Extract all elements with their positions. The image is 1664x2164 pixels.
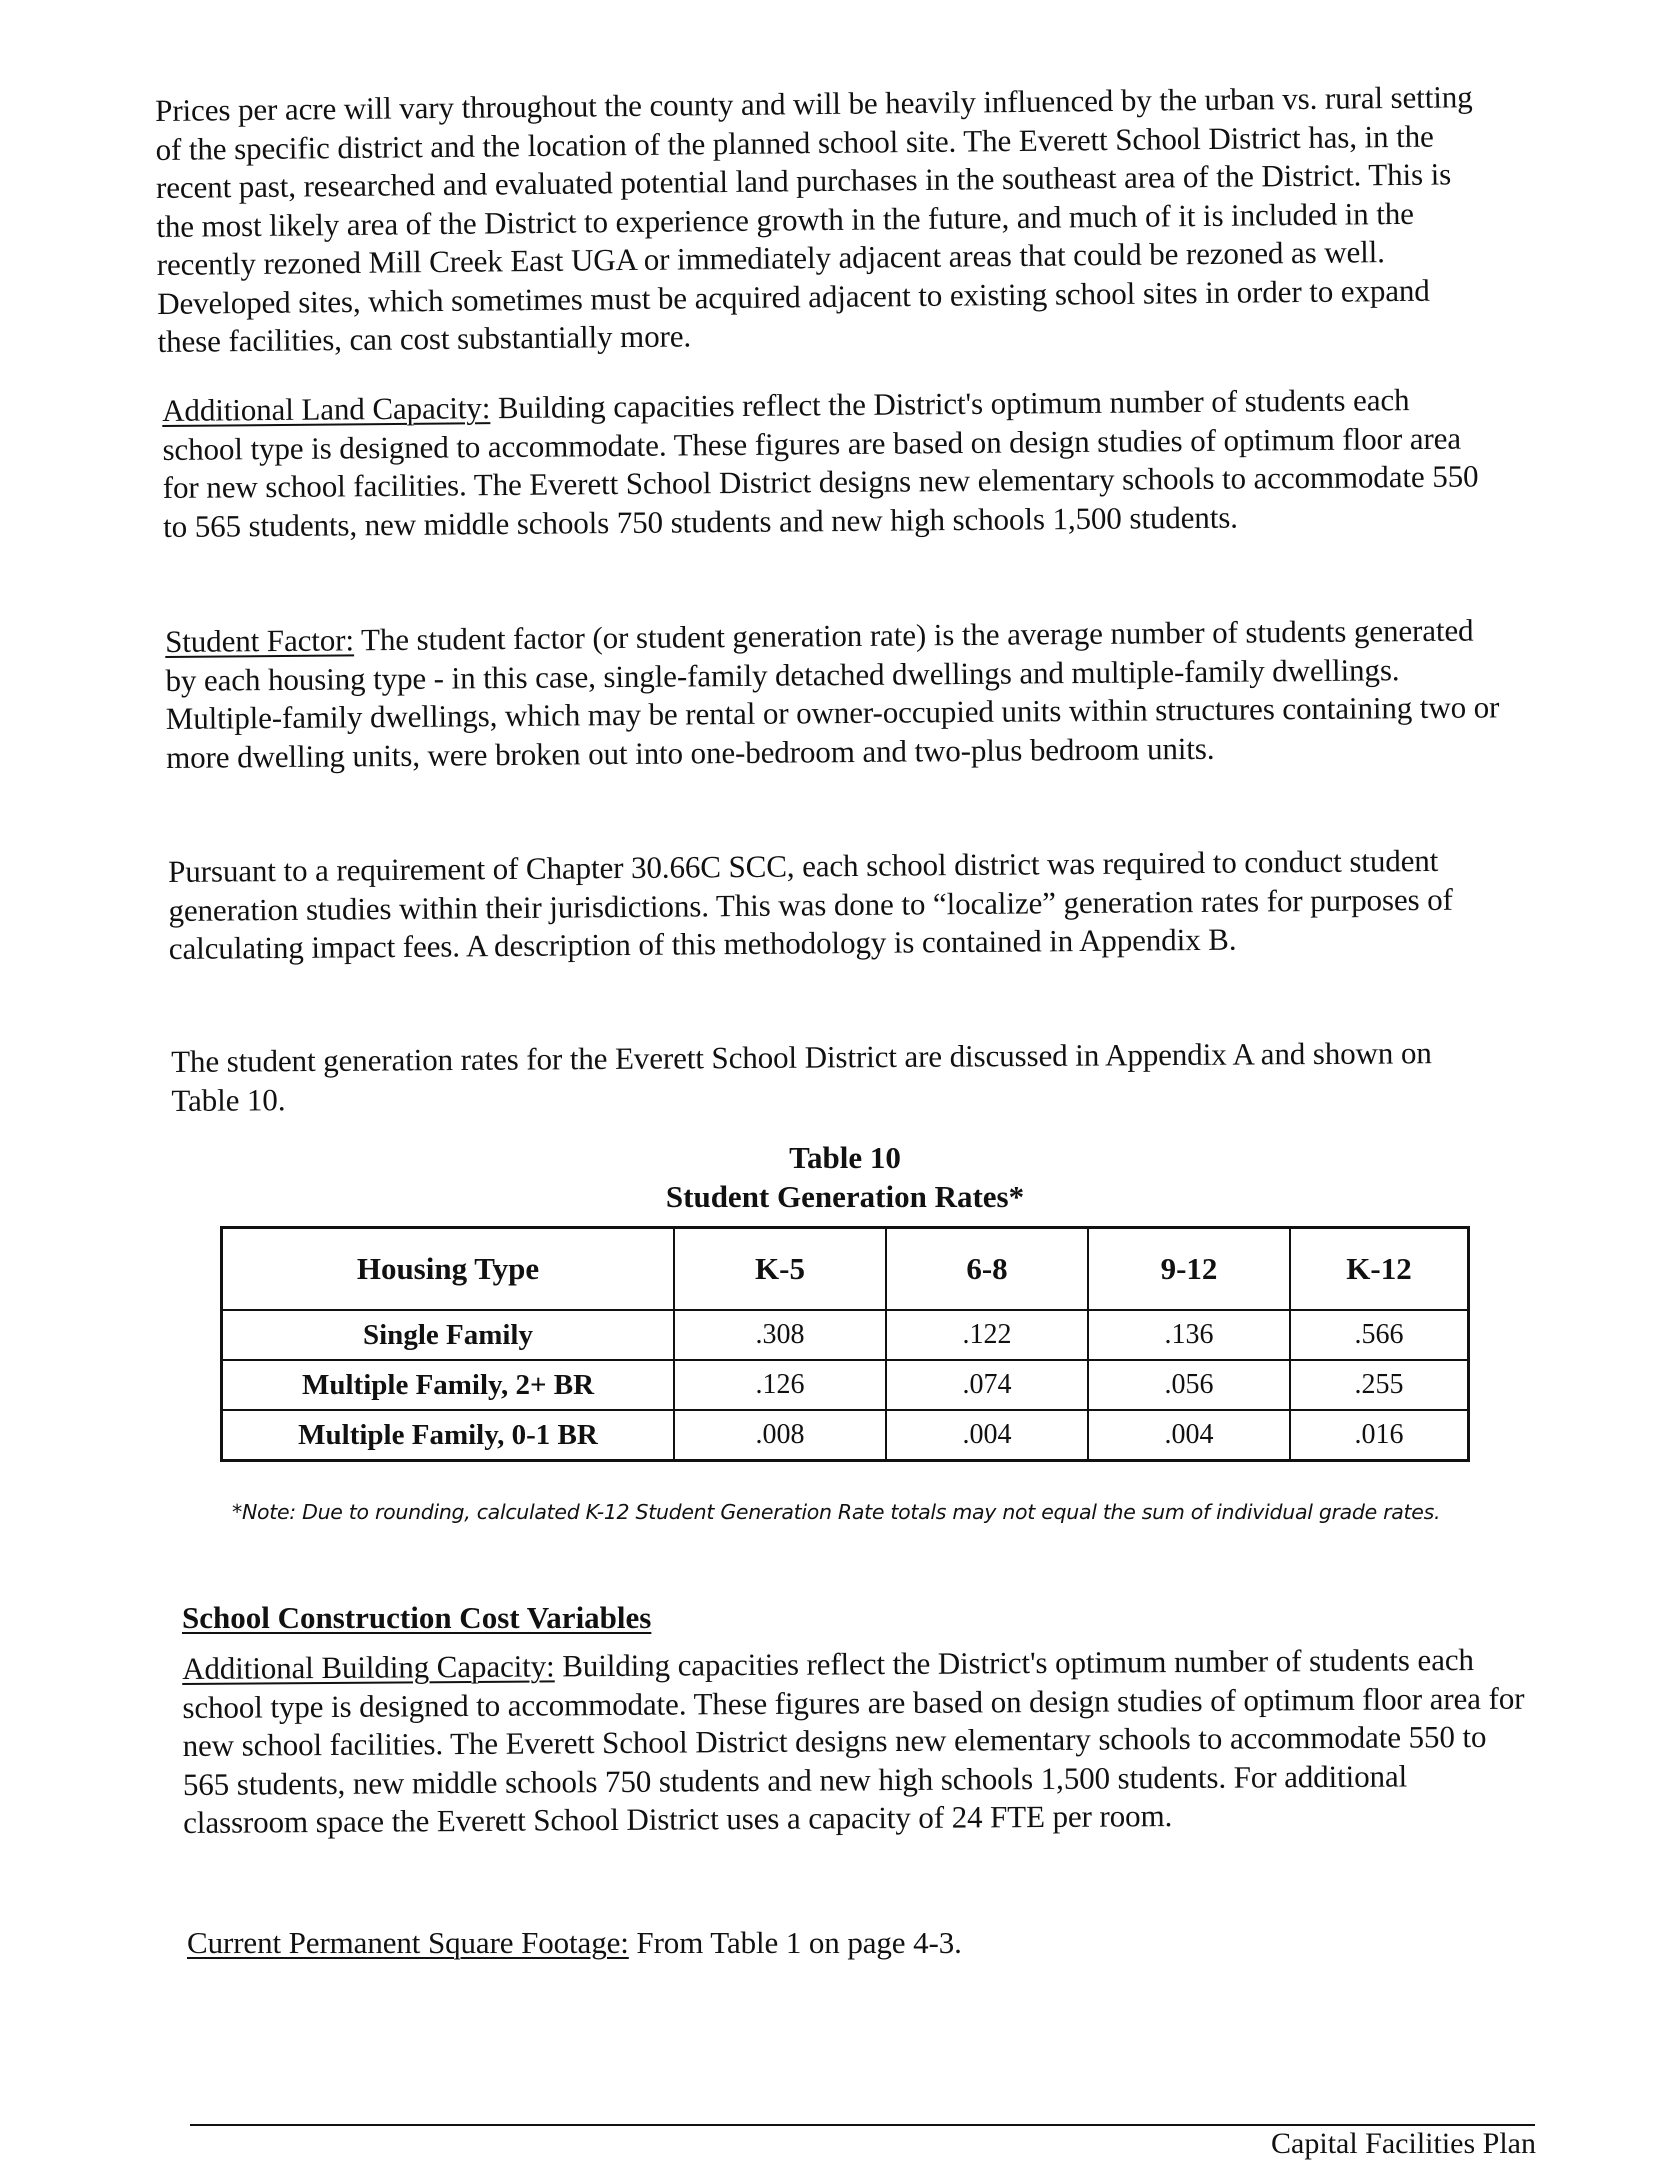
additional-land-capacity-text: Building capacities reflect the District's optimum number of students each school type is designed to accommodate. These figures are based on design studies of optimum floor area for new school facilities. The Everett School District designs new elementary schools to accommodate 550 to 565 students, new middle schools 750 students and new high schools 1,500 students. <box>162 382 1479 544</box>
header-9-12: 9-12 <box>1088 1228 1290 1311</box>
paragraph-additional-building-capacity <box>182 1641 1528 1843</box>
cell-9-12: .004 <box>1088 1410 1290 1461</box>
table-title: Table 10 <box>789 1140 901 1175</box>
paragraph-student-factor <box>165 611 1506 777</box>
row-housing-type: Single Family <box>222 1310 675 1360</box>
cell-6-8: .004 <box>886 1410 1088 1461</box>
table-note: *Note: Due to rounding, calculated K-12 Student Generation Rate totals may not equal the sum of individual grade rates. <box>232 1500 1441 1524</box>
cell-6-8: .074 <box>886 1360 1088 1410</box>
paragraph-rates-intro: The student generation rates for the Everett School District are discussed in Appendix A and shown on Table 10. <box>171 1035 1432 1118</box>
student-factor-text: The student factor (or student generation rate) is the average number of students generated by each housing type - in this case, single-family detached dwellings and multiple-family dwellings. Multiple-family dwellings, which may be rental or owner-occupied units within structures containing two or more dwelling units, were broken out into one-bedroom and two-plus bedroom units. <box>165 612 1500 775</box>
student-factor-label: Student Factor: <box>165 622 355 659</box>
header-k12: K-12 <box>1290 1228 1469 1311</box>
cell-k5: .126 <box>674 1360 886 1410</box>
header-housing-type: Housing Type <box>222 1228 675 1311</box>
row-housing-type: Multiple Family, 2+ BR <box>222 1360 675 1410</box>
header-6-8: 6-8 <box>886 1228 1088 1311</box>
student-generation-rates-table <box>220 1226 1470 1462</box>
cell-k12: .255 <box>1290 1360 1469 1410</box>
table-row <box>222 1360 1469 1410</box>
additional-land-capacity-label: Additional Land Capacity: <box>162 390 491 428</box>
table-row <box>222 1410 1469 1461</box>
table-row <box>222 1310 1469 1360</box>
paragraph-additional-land-capacity <box>162 380 1498 546</box>
cell-9-12: .056 <box>1088 1360 1290 1410</box>
cell-k5: .008 <box>674 1410 886 1461</box>
additional-building-capacity-text: Building capacities reflect the District's optimum number of students each school type is designed to accommodate. These figures are based on design studies of optimum floor area for new school facilities. The Everett School District designs new elementary schools to accommodate 550 to 565 students, new middle schools 750 students and new high schools 1,500 students. For additional classroom space the Everett School District uses a capacity of 24 FTE per room. <box>182 1641 1525 1840</box>
paragraph-square-footage <box>187 1924 1487 1963</box>
cell-9-12: .136 <box>1088 1310 1290 1360</box>
paragraph-land-prices: Prices per acre will vary throughout the county and will be heavily influenced by the urban vs. rural setting of the specific district and the location of the planned school site. The Everett School District has, in the recent past, researched and evaluated potential land purchases in the southeast area of the District. This is the most likely area of the District to experience growth in the future, and much of it is included in the recently rezoned Mill Creek East UGA or immediately adjacent areas that could be rezoned as well. Developed sites, which sometimes must be acquired adjacent to existing school sites in order to expand these facilities, can cost substantially more. <box>155 79 1473 359</box>
section-heading: School Construction Cost Variables <box>182 1600 652 1635</box>
row-housing-type: Multiple Family, 0-1 BR <box>222 1410 675 1461</box>
additional-building-capacity-label: Additional Building Capacity: <box>182 1648 555 1686</box>
table-subtitle: Student Generation Rates* <box>665 1179 1025 1214</box>
square-footage-label: Current Permanent Square Footage: <box>187 1925 629 1960</box>
cell-k12: .566 <box>1290 1310 1469 1360</box>
header-k5: K-5 <box>674 1228 886 1311</box>
cell-6-8: .122 <box>886 1310 1088 1360</box>
paragraph-pursuant: Pursuant to a requirement of Chapter 30.66C SCC, each school district was required to conduct student generation studies within their jurisdictions. This was done to “localize” generation rates for purposes of calculating impact fees. A description of this methodology is contained in Appendix B. <box>168 842 1453 966</box>
cell-k5: .308 <box>674 1310 886 1360</box>
square-footage-text: From Table 1 on page 4-3. <box>628 1925 962 1960</box>
cell-k12: .016 <box>1290 1410 1469 1461</box>
footer-plan-title: Capital Facilities Plan <box>1271 2127 1536 2160</box>
table-header-row <box>222 1228 1469 1311</box>
